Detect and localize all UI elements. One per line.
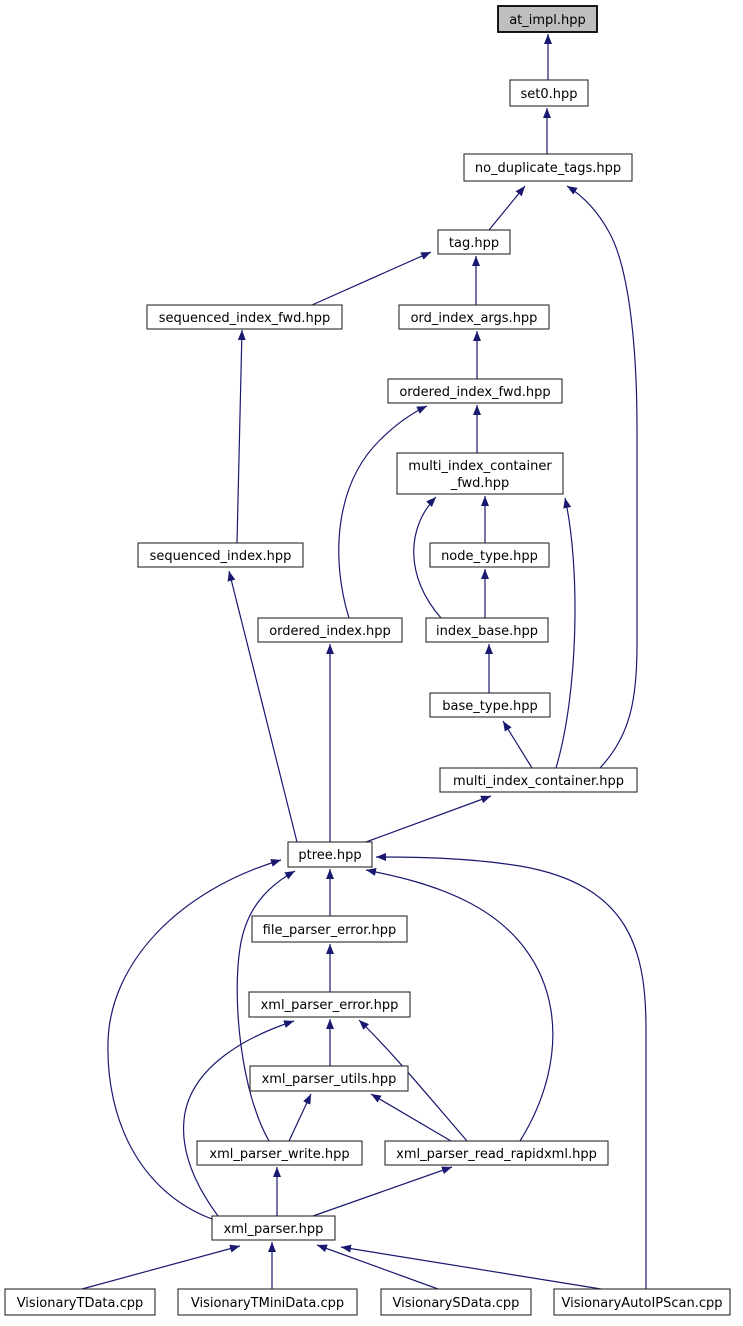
edge-visionarytdata-to-xml-parser [82, 1246, 240, 1289]
edge-visionaryautoipscan-to-ptree [376, 857, 646, 1289]
edge-ptree-to-multi-index-container [366, 796, 491, 842]
edge-ordered-index-to-ordered-index-fwd [339, 406, 427, 618]
node-xml-parser-write-hpp[interactable] [197, 1141, 362, 1165]
edge-tag-to-no-duplicate-tags [489, 186, 525, 230]
node-file-parser-error-hpp[interactable] [252, 916, 407, 942]
node-ordered-index-hpp[interactable] [258, 618, 402, 642]
edge-sequenced-index-fwd-to-tag [312, 252, 431, 305]
node-label: no_duplicate_tags.hpp [474, 161, 622, 176]
edge-ptree-to-sequenced-index [229, 571, 297, 842]
edge-visionarysdata-to-xml-parser [317, 1245, 438, 1289]
node-xml-parser-read-rapidxml-hpp[interactable] [385, 1141, 608, 1165]
node-visionaryautoipscan-cpp[interactable] [554, 1289, 730, 1315]
node-label: base_type.hpp [442, 699, 538, 714]
node-label: VisionarySData.cpp [392, 1296, 520, 1311]
node-at-impl-hpp [498, 6, 597, 32]
node-label: xml_parser_write.hpp [209, 1147, 350, 1162]
edge-multi-index-container-to-multi-index-container-fwd [556, 498, 575, 768]
node-index-base-hpp[interactable] [426, 618, 548, 642]
node-label: node_type.hpp [441, 549, 538, 564]
node-label: VisionaryTMiniData.cpp [190, 1296, 345, 1311]
node-xml-parser-hpp[interactable] [212, 1216, 335, 1240]
node-label: multi_index_container [408, 459, 552, 474]
node-tag-hpp[interactable] [438, 230, 510, 254]
node-xml-parser-error-hpp[interactable] [249, 992, 410, 1017]
node-label: VisionaryAutoIPScan.cpp [561, 1296, 723, 1311]
node-label: sequenced_index.hpp [149, 549, 292, 564]
node-ord-index-args-hpp[interactable] [399, 305, 549, 329]
edge-sequenced-index-to-sequenced-index-fwd [237, 330, 242, 543]
node-label: _fwd.hpp [450, 476, 510, 491]
node-label: file_parser_error.hpp [262, 923, 397, 938]
edge-layer [82, 34, 646, 1289]
node-label: multi_index_container.hpp [452, 774, 625, 789]
node-label: set0.hpp [520, 87, 578, 102]
node-visionarysdata-cpp[interactable] [381, 1289, 531, 1315]
edge-xml-parser-write-to-xml-parser-utils [289, 1094, 311, 1141]
node-label: xml_parser_utils.hpp [261, 1072, 397, 1087]
edge-xml-parser-read-rapidxml-to-xml-parser-utils [371, 1094, 451, 1141]
node-ordered-index-fwd-hpp[interactable] [388, 379, 562, 403]
node-multi-index-container-fwd-hpp[interactable] [397, 453, 563, 494]
node-multi-index-container-hpp[interactable] [440, 768, 637, 792]
node-ptree-hpp[interactable] [288, 842, 372, 867]
node-label: xml_parser_read_rapidxml.hpp [396, 1147, 597, 1162]
node-label: tag.hpp [448, 236, 500, 251]
node-label: ordered_index_fwd.hpp [399, 385, 551, 400]
node-sequenced-index-fwd-hpp[interactable] [147, 305, 342, 329]
node-base-type-hpp[interactable] [430, 693, 550, 717]
node-node-type-hpp[interactable] [430, 543, 549, 567]
node-label: xml_parser.hpp [223, 1222, 324, 1237]
node-label: ord_index_args.hpp [410, 311, 538, 326]
edge-multi-index-container-to-base-type [503, 721, 532, 768]
node-label: xml_parser_error.hpp [260, 998, 399, 1013]
node-no-duplicate-tags-hpp[interactable] [464, 154, 632, 181]
node-label: index_base.hpp [436, 624, 538, 639]
node-visionarytminidata-cpp[interactable] [178, 1289, 357, 1315]
node-xml-parser-utils-hpp[interactable] [250, 1066, 408, 1091]
node-label: ordered_index.hpp [269, 624, 391, 639]
edge-xml-parser-to-xml-parser-read-rapidxml [313, 1167, 452, 1216]
edge-multi-index-container-to-no-duplicate-tags [567, 186, 637, 768]
node-set0-hpp[interactable] [510, 80, 588, 106]
node-label: ptree.hpp [298, 848, 362, 863]
node-label: VisionaryTData.cpp [16, 1296, 144, 1311]
node-sequenced-index-hpp[interactable] [138, 543, 303, 567]
node-label: at_impl.hpp [509, 13, 586, 28]
node-label: sequenced_index_fwd.hpp [158, 311, 331, 326]
node-visionarytdata-cpp[interactable] [5, 1289, 155, 1315]
